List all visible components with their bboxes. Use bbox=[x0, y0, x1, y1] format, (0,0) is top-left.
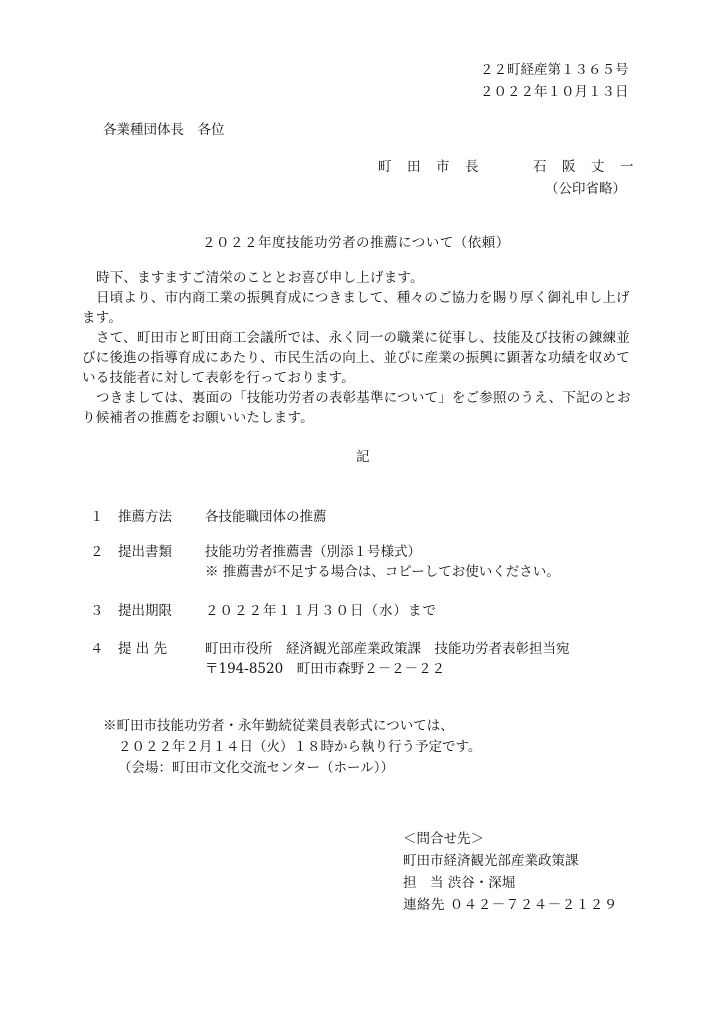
item-number: ２ bbox=[90, 544, 104, 560]
document-number: ２２町経産第１３６５号 bbox=[480, 62, 629, 78]
subject-title: ２０２２年度技能功労者の推薦について（依頼） bbox=[202, 235, 510, 251]
document-date: ２０２２年１０月１３日 bbox=[480, 84, 629, 100]
seal-note: （公印省略） bbox=[545, 181, 626, 197]
item-value: 各技能職団体の推薦 bbox=[205, 509, 327, 525]
item-value: 町田市役所 経済観光部産業政策課 技能功労者表彰担当宛 bbox=[205, 641, 570, 657]
contact-department: 町田市経済観光部産業政策課 bbox=[403, 853, 579, 869]
item-value: 技能功労者推薦書（別添１号様式） bbox=[205, 544, 421, 560]
body-paragraph-1: 時下、ますますご清栄のこととお喜び申し上げます。 bbox=[96, 270, 424, 286]
item-label: 提 出 先 bbox=[118, 641, 168, 657]
ceremony-note-line-3: （会場：町田市文化交流センター（ホール）） bbox=[118, 760, 394, 776]
item-value-address: 〒194-8520 町田市森野２－２－２２ bbox=[205, 661, 446, 677]
ceremony-note-line-2: ２０２２年２月１４日（火）１８時から執り行う予定です。 bbox=[118, 739, 482, 755]
item-number: ４ bbox=[90, 641, 104, 657]
body-paragraph-4: つきましては、裏面の「技能功労者の表彰基準について」をご参照のうえ、下記のとおり候補者の推薦をお願いいたします。 bbox=[82, 390, 631, 426]
item-value-note: ※ 推薦書が不足する場合は、コピーしてお使いください。 bbox=[205, 564, 560, 580]
contact-heading: ＜問合せ先＞ bbox=[403, 831, 484, 847]
addressee: 各業種団体長 各位 bbox=[103, 122, 225, 138]
item-number: １ bbox=[90, 509, 104, 525]
body-paragraph-3: さて、町田市と町田商工会議所では、永く同一の職業に従事し、技能及び技術の錬練並びに後進の指導育成にあたり、市民生活の向上、並びに産業の振興に顕著な功績を収めている技能者に対して表彰を行っております。 bbox=[82, 330, 631, 386]
sender-name: 石 阪 丈 一 bbox=[533, 159, 635, 175]
body-paragraph-2: 日頃より、市内商工業の振興育成につきまして、種々のご協力を賜り厚く御礼申し上げます。 bbox=[82, 290, 630, 326]
sender-title: 町 田 市 長 bbox=[378, 159, 480, 175]
item-label: 推薦方法 bbox=[118, 509, 172, 525]
contact-phone: 連絡先 ０４２－７２４－２１２９ bbox=[403, 897, 618, 913]
ceremony-note-line-1: ※町田市技能功労者・永年勤続従業員表彰式については、 bbox=[103, 718, 454, 734]
ki-heading: 記 bbox=[356, 449, 370, 465]
item-label: 提出書類 bbox=[118, 544, 172, 560]
item-value: ２０２２年１１月３０日（水）まで bbox=[205, 603, 437, 619]
item-number: ３ bbox=[90, 603, 104, 619]
item-label: 提出期限 bbox=[118, 603, 172, 619]
contact-staff: 担 当 渋谷・深堀 bbox=[403, 875, 516, 891]
